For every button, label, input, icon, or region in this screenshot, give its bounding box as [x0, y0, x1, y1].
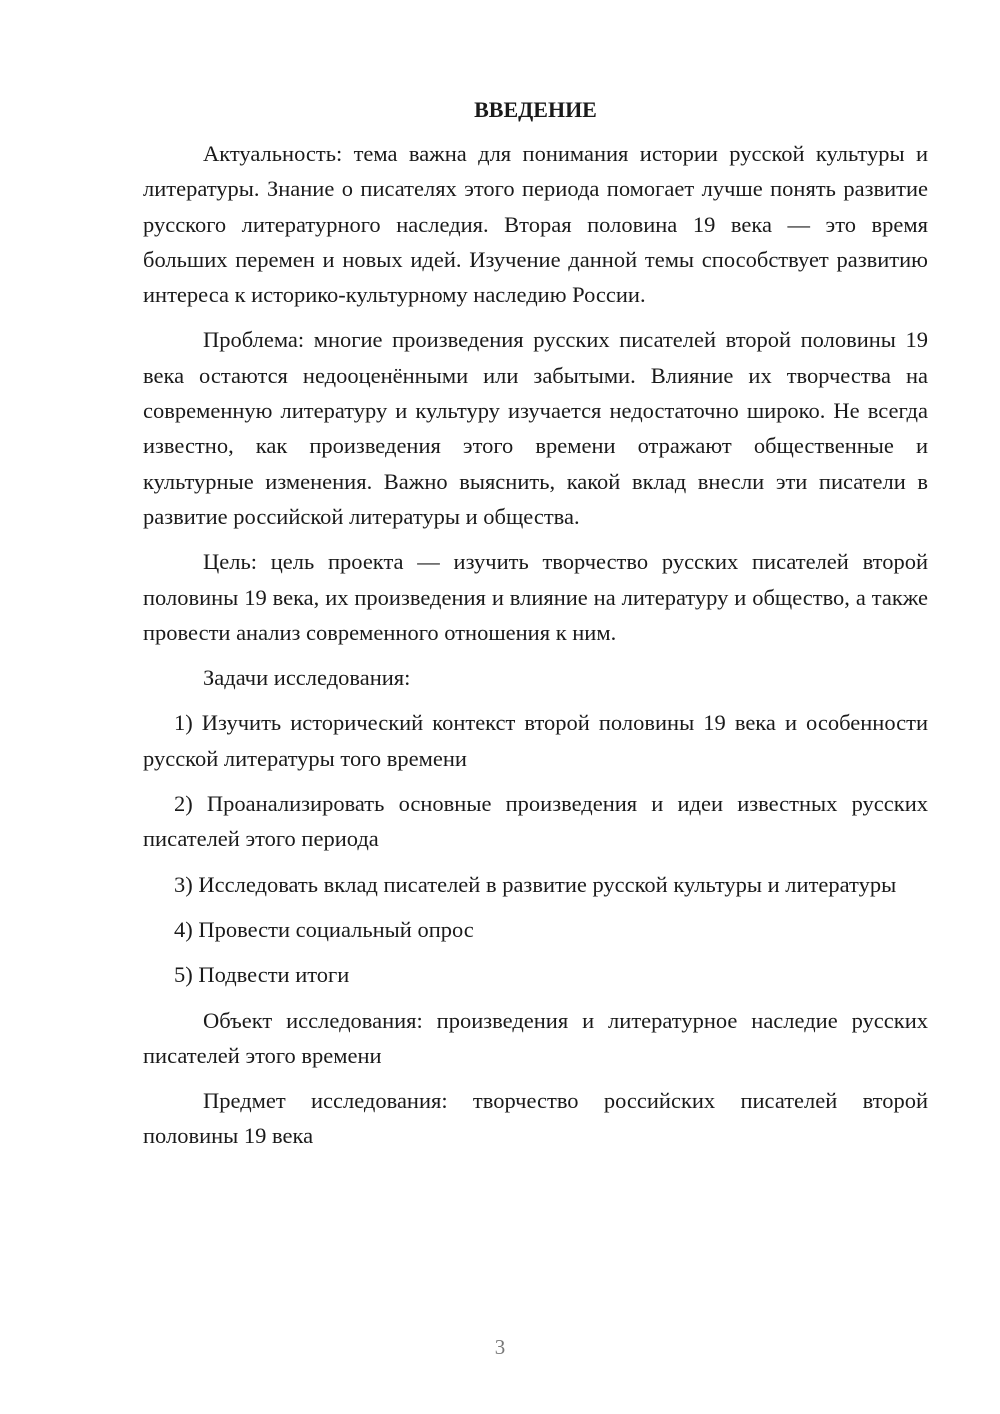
object-paragraph: Объект исследования: произведения и литературное наследие русских писателей этого времени [143, 1007, 928, 1068]
problem-paragraph: Проблема: многие произведения русских писателей второй половины 19 века остаются недооценёнными или забытыми. Влияние их творчества на современную литературу и культуру изучается недостаточно широко. Не всегда известно, как произведения этого времени отражают общественные и культурные изменения. Важно выяснить, какой вклад внесли эти писатели в развитие российской литературы и общества. [143, 327, 928, 529]
task-item-5: 5) Подвести итоги [174, 962, 350, 988]
relevance-paragraph: Актуальность: тема важна для понимания истории русской культуры и литературы. Знание о писателях этого периода помогает лучше понять развитие русского литературного наследия. Вторая половина 19 века — это время больших перемен и новых идей. Изучение данной темы способствует развитию интереса к историко-культурному наследию России. [143, 141, 928, 308]
page-number: 3 [494, 1335, 506, 1359]
task-item-4: 4) Провести социальный опрос [174, 916, 474, 942]
document-page [143, 95, 928, 1164]
task-item-1: 1) Изучить исторический контекст второй половины 19 века и особенности русской литературы того времени [143, 710, 928, 771]
section-heading: ВВЕДЕНИЕ [474, 97, 597, 122]
goal-paragraph: Цель: цель проекта — изучить творчество русских писателей второй половины 19 века, их произведения и влияние на литературу и общество, а также провести анализ современного отношения к ним. [143, 549, 928, 645]
tasks-title: Задачи исследования: [203, 665, 411, 691]
task-item-3: 3) Исследовать вклад писателей в развитие русской культуры и литературы [174, 871, 897, 897]
task-item-2: 2) Проанализировать основные произведения и идеи известных русских писателей этого периода [143, 791, 928, 852]
subject-paragraph: Предмет исследования: творчество российских писателей второй половины 19 века [143, 1088, 928, 1149]
